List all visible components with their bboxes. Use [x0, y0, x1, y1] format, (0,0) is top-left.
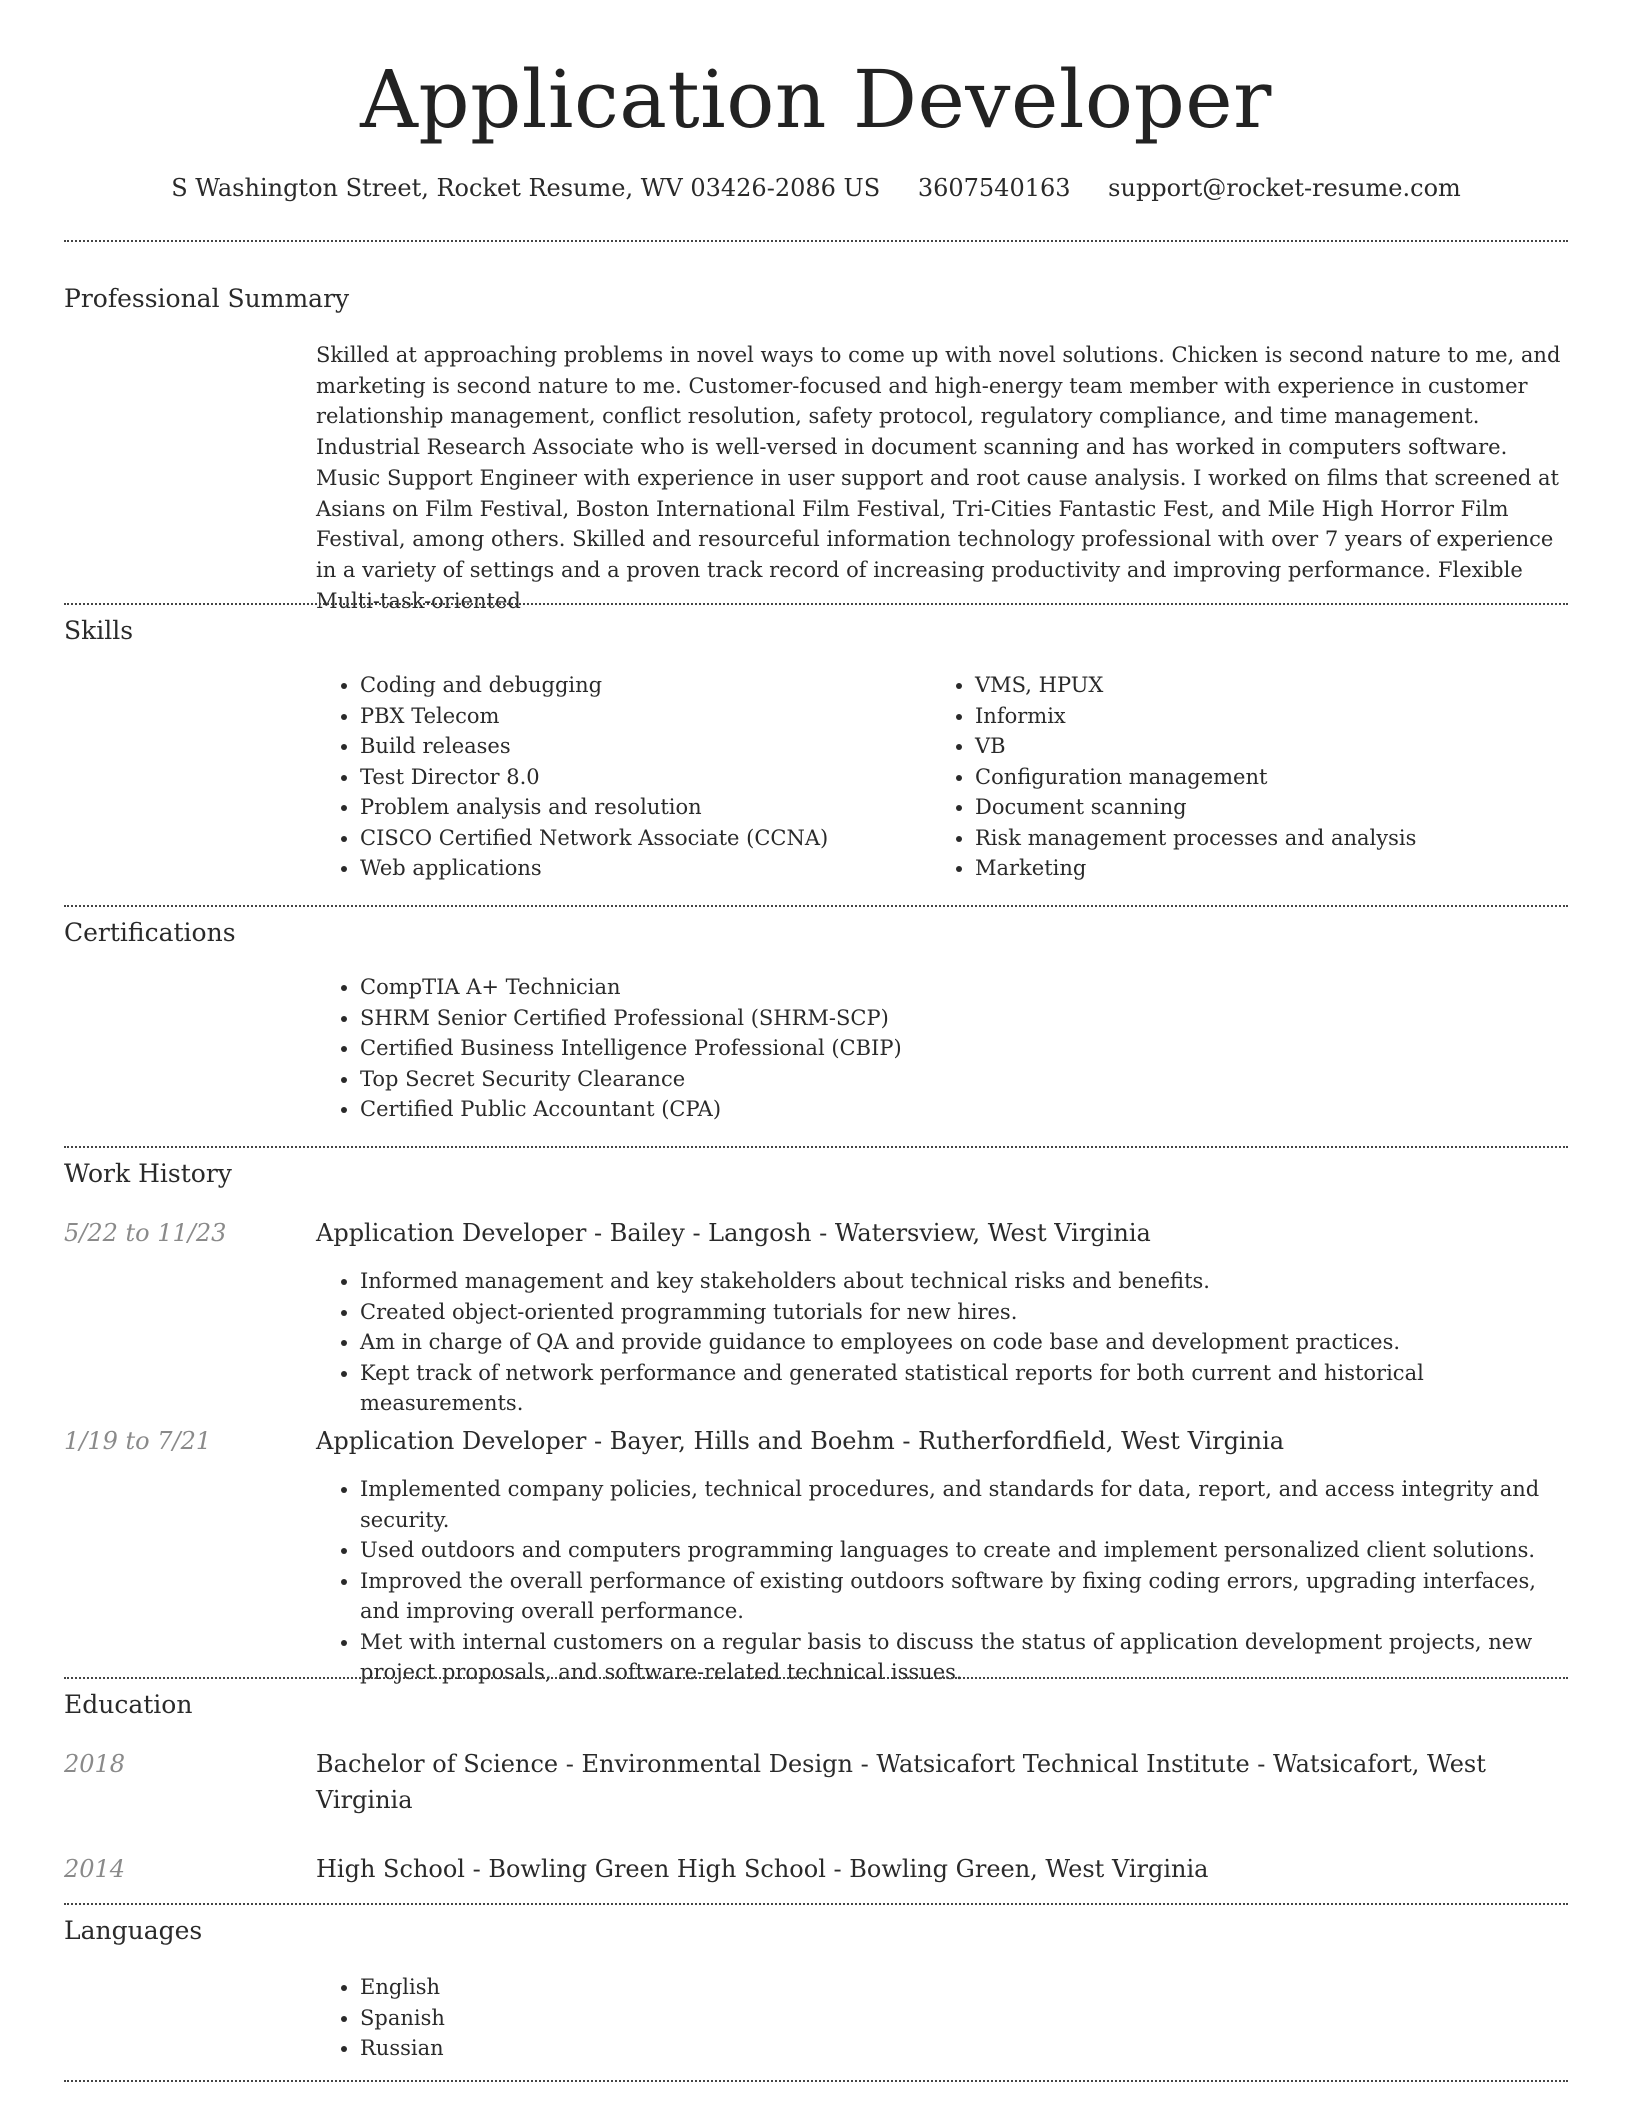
divider — [64, 2080, 1568, 2082]
section-title-languages: Languages — [64, 1916, 203, 1945]
education-title: High School - Bowling Green High School - Bowling Green, West Virginia — [316, 1855, 1209, 1883]
job-bullet: • Used outdoors and computers programming languages to create and implement personalized client solutions. — [360, 1535, 1576, 1566]
job-bullets — [316, 1266, 1576, 1419]
skills-column-right — [931, 670, 1551, 884]
skill-item: • Test Director 8.0 — [360, 762, 916, 793]
job-bullet: • Met with internal customers on a regular basis to discuss the status of application development projects, new project proposals, and software-related technical issues. — [360, 1627, 1576, 1688]
resume-name: Application Developer — [360, 53, 1272, 146]
section-title-certifications: Certifications — [64, 918, 236, 947]
contact-address: S Washington Street, Rocket Resume, WV 03426-2086 US — [171, 174, 881, 202]
skill-item: • Marketing — [975, 853, 1551, 884]
language-item: • Russian — [360, 2033, 916, 2064]
job-bullet: • Improved the overall performance of existing outdoors software by fixing coding errors, upgrading interfaces, and improving overall performance. — [360, 1566, 1576, 1627]
job-title: Application Developer - Bailey - Langosh - Watersview, West Virginia — [316, 1219, 1151, 1247]
skill-item: • Document scanning — [975, 792, 1551, 823]
skill-item: • Informix — [975, 701, 1551, 732]
language-item: • Spanish — [360, 2003, 916, 2034]
divider — [64, 603, 1568, 605]
section-title-skills: Skills — [64, 616, 134, 645]
contact-phone: 3607540163 — [917, 174, 1071, 202]
skill-item: • VB — [975, 731, 1551, 762]
skill-item: • Coding and debugging — [360, 670, 916, 701]
language-item: • English — [360, 1972, 916, 2003]
education-year: 2014 — [64, 1855, 126, 1883]
job-dates: 5/22 to 11/23 — [64, 1219, 227, 1247]
job-bullet: • Kept track of network performance and generated statistical reports for both current and historical measurements. — [360, 1358, 1576, 1419]
job-bullet: • Implemented company policies, technical procedures, and standards for data, report, and access integrity and security. — [360, 1474, 1576, 1535]
skill-item: • Problem analysis and resolution — [360, 792, 916, 823]
job-bullets — [316, 1474, 1576, 1688]
skill-item: • Risk management processes and analysis — [975, 823, 1551, 854]
certification-item: • Top Secret Security Clearance — [360, 1064, 1566, 1095]
contact-email: support@rocket-resume.com — [1108, 174, 1461, 202]
job-bullet: • Created object-oriented programming tutorials for new hires. — [360, 1297, 1576, 1328]
certification-item: • CompTIA A+ Technician — [360, 972, 1566, 1003]
divider — [64, 1146, 1568, 1148]
skill-item: • PBX Telecom — [360, 701, 916, 732]
section-title-education: Education — [64, 1690, 193, 1719]
job-bullet: • Informed management and key stakeholders about technical risks and benefits. — [360, 1266, 1576, 1297]
job-dates: 1/19 to 7/21 — [64, 1427, 212, 1455]
skill-item: • Build releases — [360, 731, 916, 762]
divider — [64, 905, 1568, 907]
section-title-summary: Professional Summary — [64, 284, 350, 313]
section-title-work: Work History — [64, 1159, 232, 1188]
skill-item: • Configuration management — [975, 762, 1551, 793]
divider — [64, 1903, 1568, 1905]
divider — [64, 1677, 1568, 1679]
skills-column-left — [316, 670, 916, 884]
job-bullet: • Am in charge of QA and provide guidance to employees on code base and development practices. — [360, 1327, 1576, 1358]
certification-item: • Certified Public Accountant (CPA) — [360, 1094, 1566, 1125]
languages-list — [316, 1972, 916, 2064]
skill-item: • CISCO Certified Network Associate (CCNA) — [360, 823, 916, 854]
skill-item: • Web applications — [360, 853, 916, 884]
certification-item: • SHRM Senior Certified Professional (SHRM-SCP) — [360, 1003, 1566, 1034]
divider — [64, 240, 1568, 242]
skill-item: • VMS, HPUX — [975, 670, 1551, 701]
education-year: 2018 — [64, 1750, 126, 1778]
certification-item: • Certified Business Intelligence Professional (CBIP) — [360, 1033, 1566, 1064]
certifications-list — [316, 972, 1566, 1125]
job-title: Application Developer - Bayer, Hills and Boehm - Rutherfordfield, West Virginia — [316, 1427, 1285, 1455]
education-title: Bachelor of Science - Environmental Design - Watsicafort Technical Institute - Watsicafort, West Virginia — [316, 1750, 1486, 1814]
summary-text: Skilled at approaching problems in novel ways to come up with novel solutions. Chicken is second nature to me, and marketing is second nature to me. Customer-focused and high-energy team member with experience in customer relationship management, conflict resolution, safety protocol, regulatory compliance, and time management. Industrial Research Associate who is well-versed in document scanning and has worked in computers software. Music Support Engineer with experience in user support and root cause analysis. I worked on films that screened at Asians on Film Festival, Boston International Film Festival, Tri-Cities Fantastic Fest, and Mile High Horror Film Festival, among others. Skilled and resourceful information technology professional with over 7 years of experience in a variety of settings and a proven track record of increasing productivity and improving performance. Flexible Multi-task-oriented — [316, 343, 1561, 613]
contact-line — [0, 170, 1632, 206]
